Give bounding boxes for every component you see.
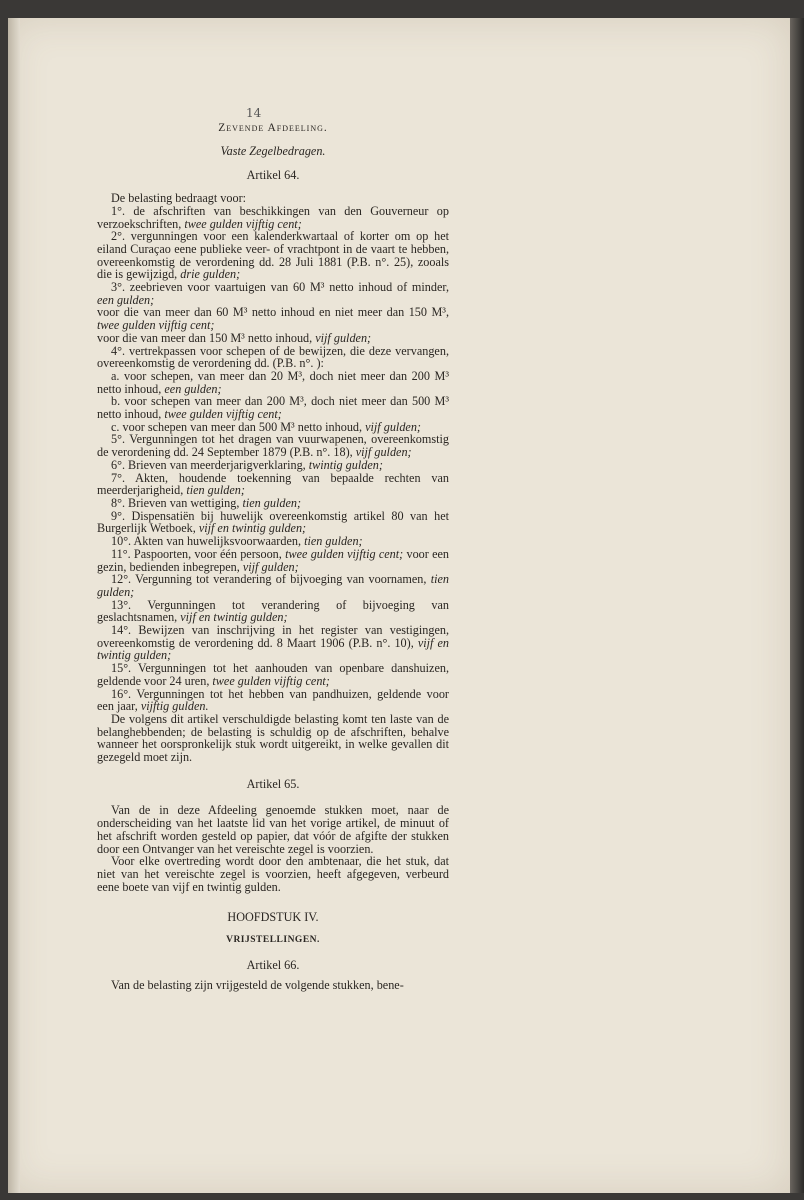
article-66-start: Van de belasting zijn vrijgesteld de volgende stukken, bene- <box>111 978 404 993</box>
chapter-title: HOOFDSTUK IV. <box>227 910 319 925</box>
item-text: c. voor schepen van meer dan 500 M³ netto inhoud, <box>111 419 366 434</box>
article-64-item <box>97 599 449 624</box>
item-text: voor die van meer dan 60 M³ netto inhoud en niet meer dan 150 M³, <box>97 305 449 320</box>
article-64-item <box>97 230 449 281</box>
item-text: 1°. de afschriften van beschikkingen van den Gouverneur op verzoekschriften, <box>97 203 449 231</box>
article-64-intro: De belasting bedraagt voor: <box>111 191 247 206</box>
page-number: 14 <box>246 106 262 120</box>
item-text: 10°. Akten van huwelijksvoorwaarden, <box>111 534 305 549</box>
article-64-item <box>97 624 449 662</box>
page-text <box>97 122 449 992</box>
item-amount: vijf gulden; <box>315 330 372 345</box>
item-text: 2°. vergunningen voor een kalenderkwartaal of korter om op het eiland Curaçao eene publieke veer- of vrachtpont in de vaart te hebben, overeenkomstig de verordening dd. 28 Juli 1881 (P.B. n°. 25), zooals die is gewijzigd, <box>97 229 449 282</box>
item-amount: tien gulden; <box>304 534 363 549</box>
item-text: 12°. Vergunning tot verandering of bijvoeging van voornamen, <box>111 572 431 587</box>
article-64-item <box>97 472 449 497</box>
item-amount: tien gulden; <box>242 495 302 510</box>
item-amount: vijf en twintig gulden; <box>97 635 449 663</box>
item-amount: twee gulden vijftig cent; <box>184 216 302 231</box>
item-amount: vijftig gulden. <box>140 699 209 714</box>
article-64-item <box>97 205 449 230</box>
item-amount: tien gulden; <box>97 572 449 599</box>
item-text: b. voor schepen van meer dan 200 M³, doch niet meer dan 500 M³ netto inhoud, <box>97 394 449 422</box>
article-65-heading: Artikel 65. <box>246 776 300 791</box>
section-subtitle: Vaste Zegelbedragen. <box>220 143 326 158</box>
article-64-item <box>97 688 449 713</box>
item-amount: vijf en twintig gulden; <box>198 521 307 536</box>
page-edge <box>790 18 804 1193</box>
item-amount: twee gulden vijftig cent; <box>97 318 215 333</box>
article-64-items <box>97 205 449 713</box>
article-66-heading: Artikel 66. <box>246 957 300 972</box>
article-64-item <box>97 345 449 370</box>
article-64-item <box>97 433 449 458</box>
item-amount: twee gulden vijftig cent; <box>212 673 330 688</box>
item-amount: vijf gulden; <box>355 445 412 460</box>
item-amount: een gulden; <box>97 292 155 307</box>
item-amount: twintig gulden; <box>308 457 383 472</box>
article-65-paragraph-1: Van de in deze Afdeeling genoemde stukken moet, naar de onderscheiding van het laatste lid van het vorige artikel, de minuut of het afschrift worden gesteld op papier, dat vóór de afgifte der stukken door een Ontvanger van het vereischte zegel is voorzien. <box>97 803 449 856</box>
item-text: 16°. Vergunningen tot het hebben van pandhuizen, geldende voor een jaar, <box>97 686 449 714</box>
item-text: a. voor schepen, van meer dan 20 M³, doch niet meer dan 200 M³ netto inhoud, <box>97 368 449 396</box>
item-text: 3°. zeebrieven voor vaartuigen van 60 M³ netto inhoud of minder, <box>111 280 449 295</box>
item-text: 6°. Brieven van meerderjarigverklaring, <box>111 457 309 472</box>
item-text: 14°. Bewijzen van inschrijving in het register van vestigingen, overeenkomstig de verordening dd. 8 Maart 1906 (P.B. n°. 10), <box>97 623 449 650</box>
item-text: 11°. Paspoorten, voor één persoon, <box>111 546 286 561</box>
item-amount: twee gulden vijftig cent; <box>285 546 404 561</box>
article-64-closing: De volgens dit artikel verschuldigde belasting komt ten laste van de belanghebbenden; de belasting is schuldig op de afschriften, behalve wanneer het oorspronkelijk stuk wordt uitgereikt, in welke gevallen dit gezegeld moet zijn. <box>97 711 449 765</box>
item-text: 7°. Akten, houdende toekenning van bepaalde rechten van meerderjarigheid, <box>97 470 449 498</box>
item-amount: vijf en twintig gulden; <box>180 610 288 625</box>
item-text: 9°. Dispensatiën bij huwelijk overeenkomstig artikel 80 van het Burgerlijk Wetboek, <box>97 508 449 536</box>
document-page <box>8 18 790 1193</box>
item-text: 8°. Brieven van wettiging, <box>111 495 243 510</box>
item-text: 5°. Vergunningen tot het dragen van vuurwapenen, overeenkomstig de verordening dd. 24 September 1879 (P.B. n°. 18), <box>97 432 449 460</box>
item-amount: drie gulden; <box>180 267 241 282</box>
article-64-item <box>97 548 449 573</box>
item-amount: een gulden; <box>164 381 222 396</box>
article-64-item <box>97 573 449 598</box>
item-text: voor die van meer dan 150 M³ netto inhoud, <box>97 330 316 345</box>
article-64-item <box>97 395 449 420</box>
article-64-item <box>97 510 449 535</box>
item-amount: vijf gulden; <box>365 419 421 434</box>
chapter-subtitle: VRIJSTELLINGEN. <box>226 935 320 946</box>
page-binding <box>8 18 20 1193</box>
item-amount: vijf gulden; <box>242 559 299 574</box>
item-text: 13°. Vergunningen tot verandering of bijvoeging van geslachtsnamen, <box>97 597 449 625</box>
article-64-item <box>97 662 449 687</box>
item-text: voor een gezin, bedienden inbegrepen, <box>97 546 449 574</box>
item-text: 4°. vertrekpassen voor schepen of de bewijzen, die deze vervangen, overeenkomstig de verordening dd. (P.B. n°. ): <box>97 343 449 371</box>
item-amount: twee gulden vijftig cent; <box>164 407 282 422</box>
item-amount: tien gulden; <box>186 483 245 498</box>
item-text: 15°. Vergunningen tot het aanhouden van openbare danshuizen, geldende voor 24 uren, <box>97 661 449 688</box>
section-title: Zevende Afdeeling. <box>218 122 328 134</box>
article-64-item <box>97 370 449 395</box>
article-64-item <box>97 281 449 306</box>
article-65-paragraph-2: Voor elke overtreding wordt door den ambtenaar, die het stuk, dat niet van het vereischte zegel is voorzien, heeft afgegeven, verbeurd eene boete van vijf en twintig gulden. <box>97 854 449 894</box>
article-64-heading: Artikel 64. <box>246 168 300 183</box>
article-64-item <box>97 306 449 331</box>
